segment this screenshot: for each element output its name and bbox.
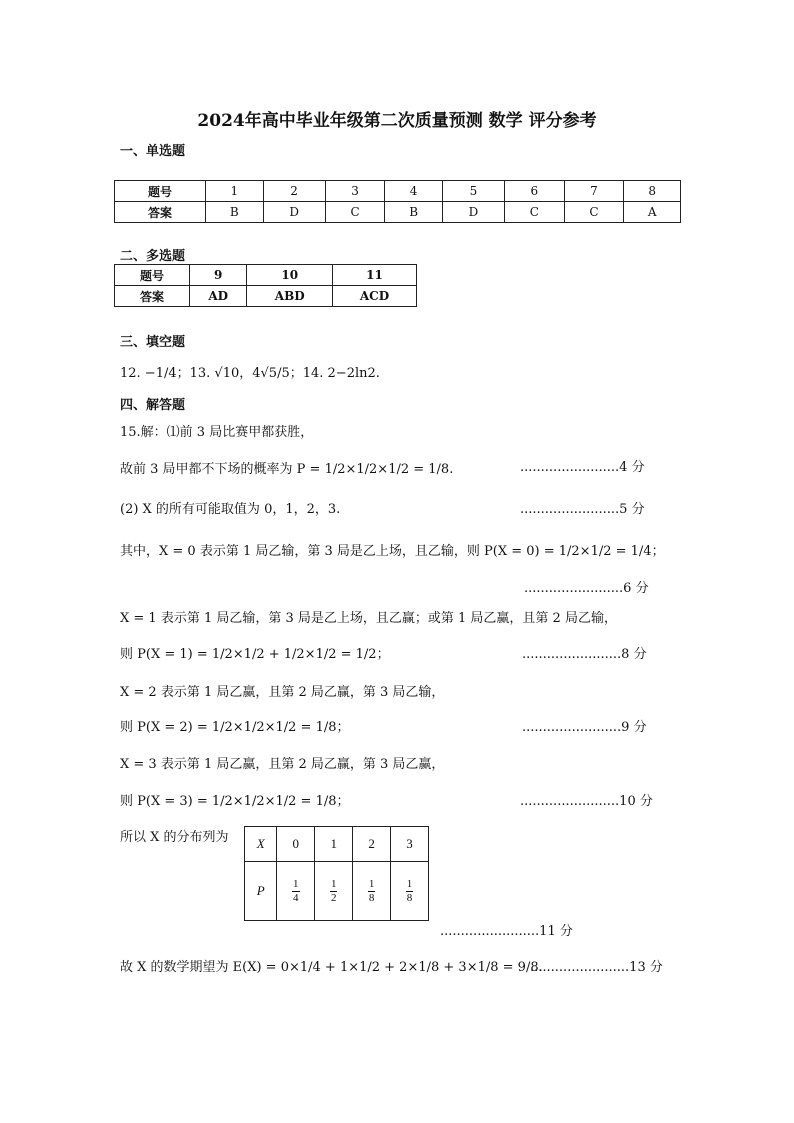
table-cell: 7 <box>564 181 624 202</box>
table-cell: B <box>385 202 443 223</box>
q15-intro: 15.解：⑴前 3 局比赛甲都获胜， <box>120 425 314 440</box>
score-mark: ........................8 分 <box>522 647 647 662</box>
table-cell <box>315 862 353 921</box>
fraction <box>292 878 300 905</box>
table-cell: ABD <box>247 286 333 307</box>
table-cell: 2 <box>353 827 391 862</box>
fill-in-answers: 12. −1/4；13. √10，4√5/5；14. 2−2ln2. <box>120 366 380 381</box>
table-cell: C <box>564 202 624 223</box>
table-cell: 2 <box>263 181 325 202</box>
table-cell <box>277 862 315 921</box>
table-cell: 5 <box>442 181 504 202</box>
table-cell: C <box>325 202 385 223</box>
table-cell: C <box>505 202 565 223</box>
score-mark: ........................13 分 <box>530 960 663 975</box>
denominator: 8 <box>406 891 413 904</box>
table-cell: D <box>263 202 325 223</box>
solution-line: 则 P(X = 3) = 1/2×1/2×1/2 = 1/8； <box>120 794 350 809</box>
score-mark: ........................4 分 <box>520 460 645 475</box>
table-cell: AD <box>190 286 247 307</box>
table-cell <box>353 862 391 921</box>
distribution-label: 所以 X 的分布列为 <box>120 830 229 845</box>
section-heading-single-choice: 一、单选题 <box>120 144 186 159</box>
table-header-cell: 答案 <box>115 202 206 223</box>
table-row <box>245 862 429 921</box>
fraction <box>406 878 414 905</box>
table-cell: D <box>442 202 504 223</box>
section-heading-solutions: 四、解答题 <box>120 398 186 413</box>
fraction <box>330 878 338 905</box>
score-mark: ........................9 分 <box>522 720 647 735</box>
solution-line: 则 P(X = 1) = 1/2×1/2 + 1/2×1/2 = 1/2； <box>120 647 390 662</box>
table-cell: 9 <box>190 265 247 286</box>
table-cell: 1 <box>206 181 264 202</box>
table-cell: X <box>245 827 277 862</box>
numerator: 1 <box>293 877 299 890</box>
table-cell <box>391 862 429 921</box>
expectation-line: 故 X 的数学期望为 E(X) = 0×1/4 + 1×1/2 + 2×1/8 + 3×1/8 = 9/8. <box>120 960 543 975</box>
table-row <box>115 202 681 223</box>
table-cell: 0 <box>277 827 315 862</box>
multiple-choice-answer-table <box>114 264 417 307</box>
distribution-table <box>244 826 429 921</box>
table-header-cell: 题号 <box>115 181 206 202</box>
solution-line: X = 3 表示第 1 局乙赢，且第 2 局乙赢，第 3 局乙赢， <box>120 757 445 772</box>
table-cell: B <box>206 202 264 223</box>
table-row <box>115 265 417 286</box>
solution-line: X = 1 表示第 1 局乙输，第 3 局是乙上场，且乙赢；或第 1 局乙赢，且第 2 局乙输， <box>120 611 617 626</box>
table-header-cell: 题号 <box>115 265 190 286</box>
table-header-cell: 答案 <box>115 286 190 307</box>
table-row <box>115 286 417 307</box>
solution-line: X = 2 表示第 1 局乙赢，且第 2 局乙赢，第 3 局乙输， <box>120 685 445 700</box>
page-title: 2024年高中毕业年级第二次质量预测 数学 评分参考 <box>197 111 597 131</box>
section-heading-fill-in: 三、填空题 <box>120 335 186 350</box>
solution-line: (2) X 的所有可能取值为 0，1，2，3. <box>120 502 341 517</box>
table-cell: A <box>624 202 681 223</box>
numerator: 1 <box>368 877 375 890</box>
table-cell: 8 <box>624 181 681 202</box>
table-row <box>245 827 429 862</box>
table-cell: ACD <box>333 286 417 307</box>
single-choice-answer-table <box>114 180 681 223</box>
table-row <box>115 181 681 202</box>
score-mark: ........................6 分 <box>524 581 649 596</box>
solution-line: 故前 3 局甲都不下场的概率为 P = 1/2×1/2×1/2 = 1/8. <box>120 462 454 477</box>
table-cell: 11 <box>333 265 417 286</box>
score-mark: ........................11 分 <box>440 924 573 939</box>
numerator: 1 <box>330 877 337 890</box>
score-mark: ........................10 分 <box>520 794 653 809</box>
solution-line: 则 P(X = 2) = 1/2×1/2×1/2 = 1/8； <box>120 720 350 735</box>
table-cell: 4 <box>385 181 443 202</box>
table-cell: 1 <box>315 827 353 862</box>
table-cell: 3 <box>325 181 385 202</box>
numerator: 1 <box>406 877 413 890</box>
table-cell: 3 <box>391 827 429 862</box>
solution-line: 其中，X = 0 表示第 1 局乙输，第 3 局是乙上场，且乙输，则 P(X = 0) = 1/2×1/2 = 1/4； <box>120 544 665 559</box>
table-cell: 10 <box>247 265 333 286</box>
denominator: 8 <box>368 891 375 904</box>
denominator: 4 <box>293 891 299 904</box>
section-heading-multiple-choice: 二、多选题 <box>120 249 186 264</box>
score-mark: ........................5 分 <box>520 502 645 517</box>
fraction <box>368 878 376 905</box>
table-cell: P <box>245 862 277 921</box>
table-cell: 6 <box>505 181 565 202</box>
denominator: 2 <box>330 891 337 904</box>
